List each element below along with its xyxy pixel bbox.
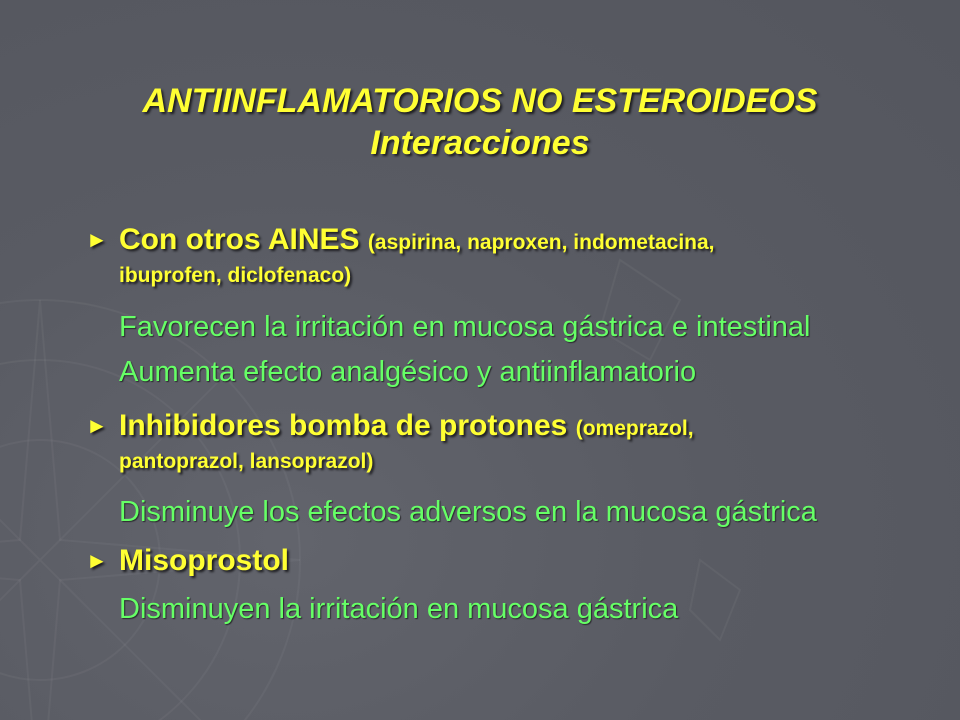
subtext-irritation: Favorecen la irritación en mucosa gástrica e intestinal bbox=[119, 311, 811, 343]
subtext-analgesic: Aumenta efecto analgésico y antiinflamatorio bbox=[119, 356, 697, 388]
item-heading: Con otros AINES bbox=[119, 223, 360, 256]
triangle-right-icon: ► bbox=[86, 227, 108, 252]
slide-title bbox=[0, 80, 960, 164]
title-line-2: Interacciones bbox=[370, 124, 590, 162]
item-heading: Misoprostol bbox=[119, 544, 289, 577]
item-detail: (omeprazol, bbox=[575, 417, 694, 440]
item-heading: Inhibidores bomba de protones bbox=[119, 409, 568, 442]
bullet-item-misoprostol bbox=[86, 543, 906, 579]
subtext-adverse-effects: Disminuye los efectos adversos en la mucosa gástrica bbox=[119, 496, 817, 528]
subtext-misoprostol: Disminuyen la irritación en mucosa gástrica bbox=[119, 593, 679, 625]
bullet-item-aines bbox=[86, 222, 906, 291]
title-line-1: ANTIINFLAMATORIOS NO ESTEROIDEOS bbox=[142, 82, 818, 120]
item-detail-continued: ibuprofen, diclofenaco) bbox=[119, 264, 352, 287]
item-detail: (aspirina, naproxen, indometacina, bbox=[367, 231, 715, 254]
triangle-right-icon: ► bbox=[86, 413, 108, 438]
item-detail-continued: pantoprazol, lansoprazol) bbox=[119, 450, 374, 473]
triangle-right-icon: ► bbox=[86, 548, 108, 573]
bullet-item-ibp bbox=[86, 408, 906, 477]
